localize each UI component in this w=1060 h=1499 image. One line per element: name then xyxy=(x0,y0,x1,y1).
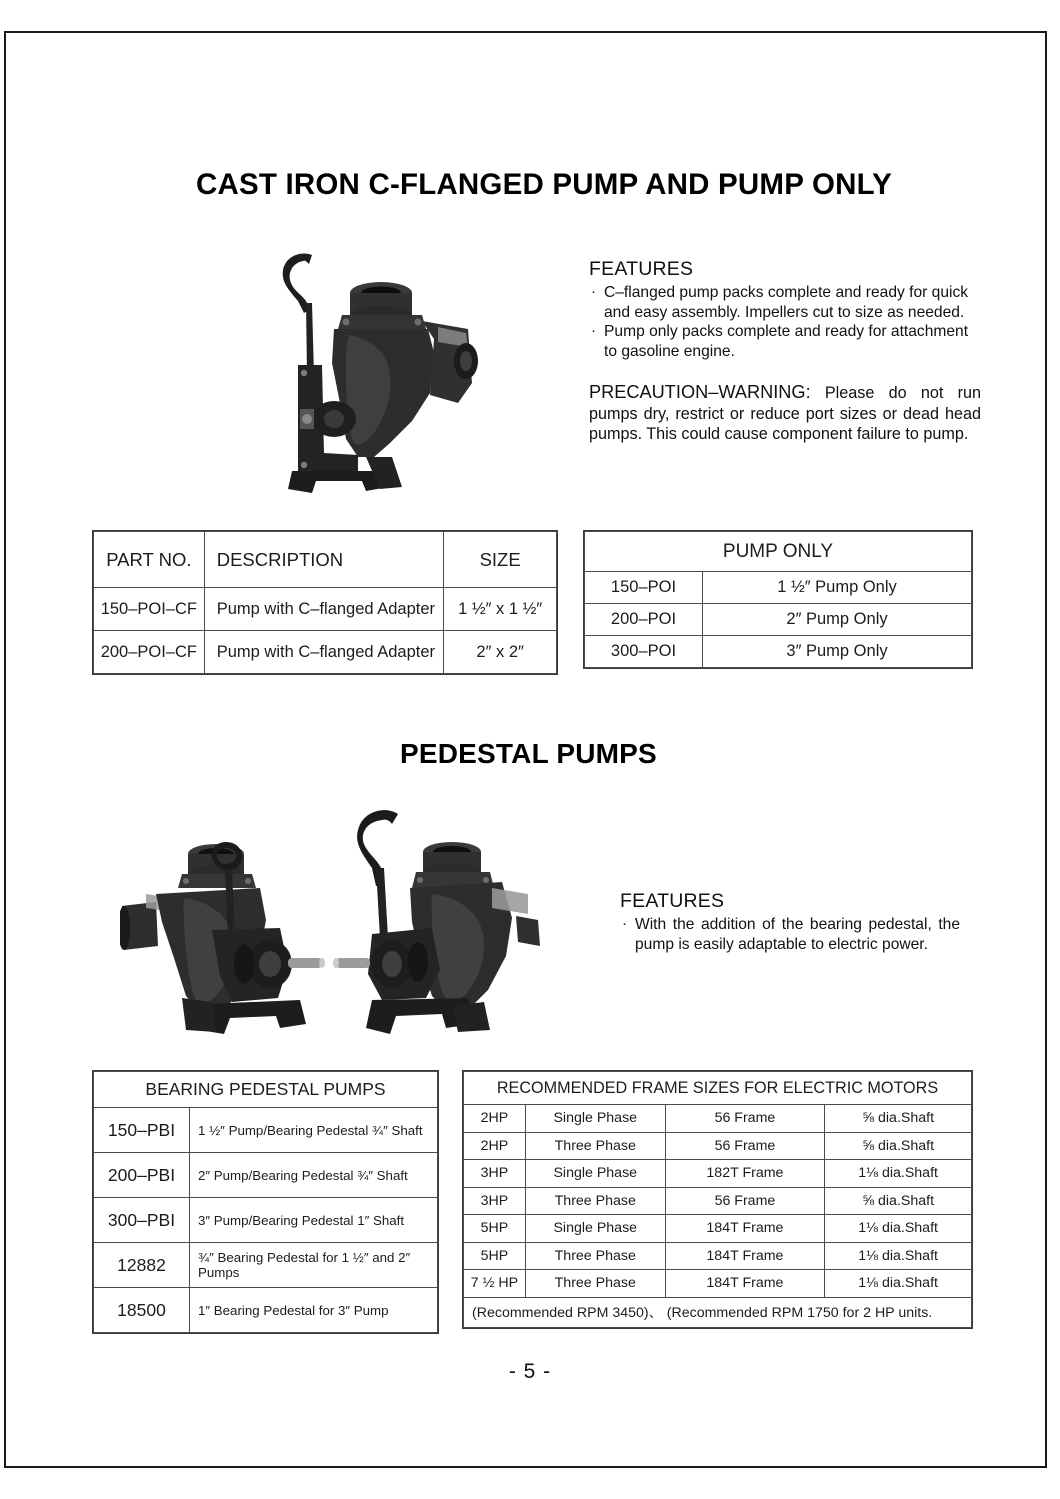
cell-hp: 7 ½ HP xyxy=(464,1270,526,1298)
cell-size: 2″ x 2″ xyxy=(444,631,557,674)
cell-shaft: ⅝ dia.Shaft xyxy=(825,1187,972,1215)
table-header-row xyxy=(464,1072,972,1105)
cell-part-no: 300–PBI xyxy=(94,1198,190,1243)
cell-shaft: 1⅛ dia.Shaft xyxy=(825,1160,972,1188)
col-header-size: SIZE xyxy=(444,532,557,588)
table-parts xyxy=(93,531,557,674)
bullet-dot-icon: · xyxy=(591,283,596,300)
bullet-dot-icon: · xyxy=(622,915,627,932)
cell-frame: 184T Frame xyxy=(665,1270,825,1298)
cell-part-no: 150–PBI xyxy=(94,1108,190,1153)
cell-shaft: 1⅛ dia.Shaft xyxy=(825,1242,972,1270)
table-header-row xyxy=(94,532,557,588)
cell-description: 1″ Bearing Pedestal for 3″ Pump xyxy=(190,1288,438,1333)
table-header-row xyxy=(585,532,972,572)
table-title-frame-sizes: RECOMMENDED FRAME SIZES FOR ELECTRIC MOTORS xyxy=(464,1072,972,1105)
table-row xyxy=(464,1187,972,1215)
features-heading: FEATURES xyxy=(620,890,725,912)
feature-bullet-text: Pump only packs complete and ready for attachment to gasoline engine. xyxy=(604,323,969,360)
cell-part-no: 200–POI xyxy=(585,604,703,636)
cell-hp: 5HP xyxy=(464,1215,526,1243)
cell-frame: 184T Frame xyxy=(665,1215,825,1243)
table-row xyxy=(94,1198,438,1243)
cell-part-no: 150–POI–CF xyxy=(94,588,205,631)
precaution-text: Please do not run pumps dry, restrict or reduce port sizes or dead head pumps. This could cause component failure to pump. xyxy=(589,384,981,443)
table-row xyxy=(585,604,972,636)
cell-part-no: 150–POI xyxy=(585,572,703,604)
cell-description: Pump with C–flanged Adapter xyxy=(204,588,444,631)
table-row xyxy=(94,1288,438,1333)
table-row xyxy=(94,588,557,631)
section-title-cast-iron: CAST IRON C-FLANGED PUMP AND PUMP ONLY xyxy=(196,168,892,201)
cell-hp: 3HP xyxy=(464,1160,526,1188)
cell-shaft: ⅝ dia.Shaft xyxy=(825,1132,972,1160)
cell-description: ¾″ Bearing Pedestal for 1 ½″ and 2″ Pumps xyxy=(190,1243,438,1288)
cell-description: 3″ Pump Only xyxy=(703,636,972,668)
table-row xyxy=(464,1242,972,1270)
table-row xyxy=(585,572,972,604)
features-block-pedestal xyxy=(620,890,960,954)
cell-frame: 56 Frame xyxy=(665,1105,825,1133)
cast-iron-pump-image xyxy=(262,243,497,508)
cell-hp: 2HP xyxy=(464,1132,526,1160)
feature-bullet xyxy=(589,322,981,361)
table-note-rpm: (Recommended RPM 3450)、 (Recommended RPM 1750 for 2 HP units. xyxy=(464,1297,972,1327)
cell-description: Pump with C–flanged Adapter xyxy=(204,631,444,674)
table-pump-only xyxy=(584,531,972,668)
features-block-cast-iron xyxy=(589,258,981,361)
features-heading: FEATURES xyxy=(589,258,694,280)
table-row xyxy=(585,636,972,668)
cell-hp: 3HP xyxy=(464,1187,526,1215)
feature-bullet xyxy=(589,283,981,322)
table-row xyxy=(464,1215,972,1243)
precaution-label: PRECAUTION–WARNING: xyxy=(589,382,811,402)
table-row xyxy=(464,1270,972,1298)
cell-part-no: 200–POI–CF xyxy=(94,631,205,674)
table-header-row xyxy=(94,1072,438,1108)
cell-phase: Three Phase xyxy=(525,1270,665,1298)
cell-part-no: 18500 xyxy=(94,1288,190,1333)
feature-bullet xyxy=(620,915,960,954)
table-row xyxy=(94,1153,438,1198)
cell-phase: Three Phase xyxy=(525,1242,665,1270)
table-title-bearing-pedestal: BEARING PEDESTAL PUMPS xyxy=(94,1072,438,1108)
cell-part-no: 300–POI xyxy=(585,636,703,668)
cell-description: 2″ Pump/Bearing Pedestal ¾″ Shaft xyxy=(190,1153,438,1198)
cell-shaft: ⅝ dia.Shaft xyxy=(825,1105,972,1133)
section-title-pedestal-pumps: PEDESTAL PUMPS xyxy=(400,738,657,769)
pedestal-pumps-image xyxy=(120,798,550,1053)
feature-bullet-text: C–flanged pump packs complete and ready for quick and easy assembly. Impellers cut to size as needed. xyxy=(604,284,969,321)
cell-frame: 182T Frame xyxy=(665,1160,825,1188)
cell-phase: Single Phase xyxy=(525,1160,665,1188)
cell-part-no: 12882 xyxy=(94,1243,190,1288)
cell-phase: Single Phase xyxy=(525,1215,665,1243)
table-bearing-pedestal-pumps xyxy=(93,1071,438,1333)
features-bullet-list xyxy=(620,915,960,954)
cell-phase: Three Phase xyxy=(525,1187,665,1215)
cell-description: 1 ½″ Pump/Bearing Pedestal ¾″ Shaft xyxy=(190,1108,438,1153)
features-bullet-list xyxy=(589,283,981,361)
cell-frame: 184T Frame xyxy=(665,1242,825,1270)
cell-shaft: 1⅛ dia.Shaft xyxy=(825,1270,972,1298)
col-header-part-no: PART NO. xyxy=(94,532,205,588)
table-title-pump-only: PUMP ONLY xyxy=(585,532,972,572)
cell-phase: Single Phase xyxy=(525,1105,665,1133)
col-header-description: DESCRIPTION xyxy=(204,532,444,588)
cell-hp: 2HP xyxy=(464,1105,526,1133)
table-row xyxy=(464,1105,972,1133)
cell-description: 3″ Pump/Bearing Pedestal 1″ Shaft xyxy=(190,1198,438,1243)
cell-size: 1 ½″ x 1 ½″ xyxy=(444,588,557,631)
pedestal-pump-left xyxy=(120,842,325,1034)
feature-bullet-text: With the addition of the bearing pedestal, the pump is easily adaptable to electric power. xyxy=(635,916,960,953)
cell-part-no: 200–PBI xyxy=(94,1153,190,1198)
cell-frame: 56 Frame xyxy=(665,1132,825,1160)
cell-hp: 5HP xyxy=(464,1242,526,1270)
cell-description: 1 ½″ Pump Only xyxy=(703,572,972,604)
cell-phase: Three Phase xyxy=(525,1132,665,1160)
page-number: - 5 - xyxy=(508,1360,552,1383)
table-row xyxy=(94,1108,438,1153)
pedestal-pump-right xyxy=(333,810,540,1034)
table-row xyxy=(464,1132,972,1160)
table-row xyxy=(94,631,557,674)
table-row xyxy=(94,1243,438,1288)
table-note-row xyxy=(464,1297,972,1327)
table-recommended-frame-sizes xyxy=(463,1071,972,1328)
cell-shaft: 1⅛ dia.Shaft xyxy=(825,1215,972,1243)
cell-description: 2″ Pump Only xyxy=(703,604,972,636)
bullet-dot-icon: · xyxy=(591,322,596,339)
precaution-warning-block xyxy=(589,382,981,445)
cell-frame: 56 Frame xyxy=(665,1187,825,1215)
table-row xyxy=(464,1160,972,1188)
